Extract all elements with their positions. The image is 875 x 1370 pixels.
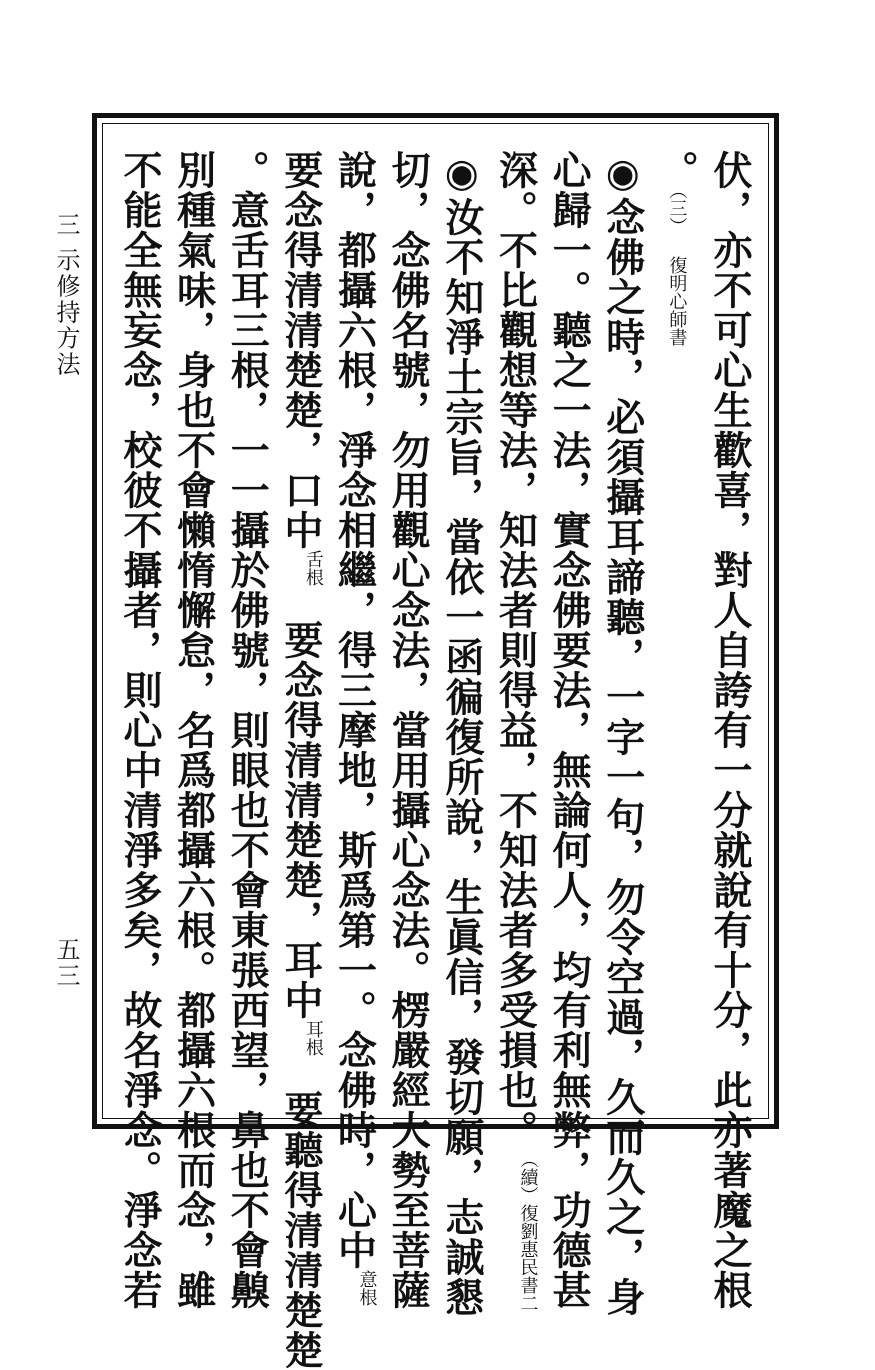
text-column-8: 說，都攝六根，淨念相繼，得三摩地，斯爲第一。念佛時，心中意根 [333,150,377,1110]
source-note: （續）復劉惠民書二 [517,1150,539,1312]
text-column-11: 別種氣味，身也不會懶惰懈怠，名爲都攝六根。都攝六根而念，雖 [170,150,217,1310]
text-column-12: 不能全無妄念，校彼不攝者，則心中清淨多矣，故名淨念。淨念若 [117,150,163,1310]
text-column-2: 。（三） 復明心師書 [653,150,700,346]
interlinear-note: 耳根 [302,1020,324,1056]
text-column-1: 伏，亦不可心生歡喜，對人自誇有一分就說有十分，此亦著魔之根 [707,150,753,1310]
chapter-running-head: 三 示修持方法 [52,212,80,378]
text-column-9: 要念得清清楚楚，口中舌根要念得清清楚楚，耳中耳根要聽得清清楚楚 [277,150,324,1370]
text-column-3: ◉念佛之時，必須攝耳諦聽，一字一句，勿令空過，久而久之，身 [599,150,646,1317]
interlinear-note: 意根 [356,1270,378,1306]
interlinear-note: 舌根 [302,550,324,586]
text-column-4: 心歸一。聽之一法，實念佛要法，無論何人，均有利無弊，功德甚 [546,150,593,1310]
text-column-7: 切，念佛名號，勿用觀心念法，當用攝心念法。楞嚴經大勢至菩薩 [385,150,432,1310]
text-column-5: 深。不比觀想等法，知法者則得益，不知法者多受損也。（續）復劉惠民書二 [492,150,539,1312]
section-heading: （三） 復明心師書 [666,190,688,346]
page-number: 五三 [52,937,80,989]
text-column-6: ◉汝不知淨土宗旨，當依一函徧復所說，生眞信，發切願，志誠懇 [438,150,485,1317]
text-column-10: 。意舌耳三根，一一攝於佛號，則眼也不會東張西望，鼻也不會齅 [224,150,271,1310]
